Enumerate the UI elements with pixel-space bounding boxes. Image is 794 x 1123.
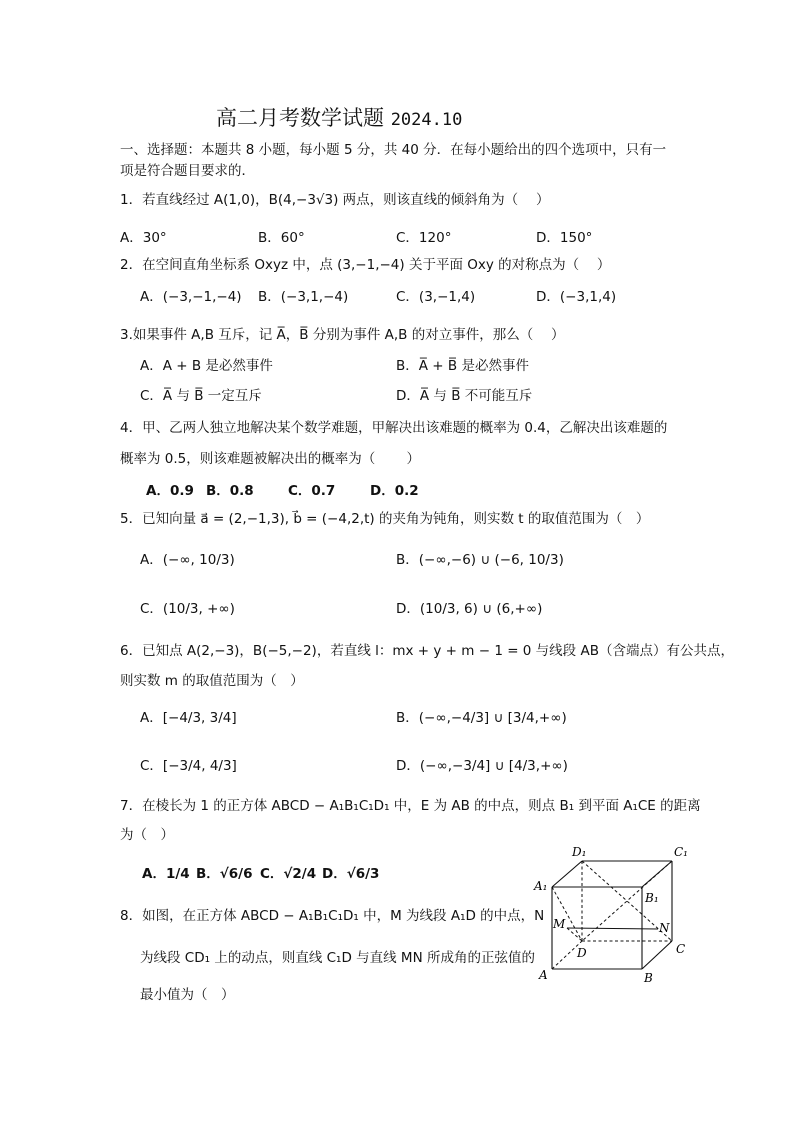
label-d1: D₁ — [572, 845, 587, 859]
cube-figure — [530, 845, 700, 990]
q3-option-a: A．A + B 是必然事件 — [140, 358, 273, 374]
q4-option-a: A．0.9 — [146, 483, 194, 499]
label-c1: C₁ — [674, 845, 688, 859]
section-intro-line2: 项是符合题目要求的． — [120, 163, 255, 179]
q1-stem: 1．若直线经过 A(1,0)，B(4,−3√3) 两点，则该直线的倾斜角为（ ） — [120, 192, 550, 208]
label-c: C — [676, 942, 686, 956]
q3-option-c: C．A̅ 与 B̅ 一定互斥 — [140, 388, 262, 404]
q2-option-a: A．(−3,−1,−4) — [140, 289, 242, 305]
q5-option-a: A．(−∞, 10/3) — [140, 552, 235, 568]
title-main: 高二月考数学试题 — [216, 106, 384, 130]
q3-option-d: D．A̅ 与 B̅ 不可能互斥 — [396, 388, 533, 404]
page-title — [216, 106, 462, 131]
q1-option-c: C．120° — [396, 230, 452, 246]
q6-option-d: D．(−∞,−3/4] ∪ [4/3,+∞) — [396, 758, 568, 774]
label-b1: B₁ — [645, 891, 659, 905]
q6-option-a: A．[−4/3, 3/4] — [140, 710, 237, 726]
q8-line1: 8．如图，在正方体 ABCD − A₁B₁C₁D₁ 中，M 为线段 A₁D 的中点，N — [120, 908, 545, 924]
q6-line1: 6．已知点 A(2,−3)，B(−5,−2)，若直线 l：mx + y + m − 1 = 0 与线段 AB（含端点）有公共点， — [120, 643, 734, 659]
edge-a1-d1 — [552, 861, 582, 887]
q7-option-a: A．1/4 — [142, 866, 190, 882]
label-m: M — [553, 917, 566, 931]
hidden-a1-d — [552, 887, 582, 941]
label-n: N — [659, 921, 670, 935]
q1-option-d: D．150° — [536, 230, 593, 246]
q6-line2: 则实数 m 的取值范围为（ ） — [120, 673, 304, 689]
q1-option-a: A．30° — [120, 230, 167, 246]
q4-line1: 4．甲、乙两人独立地解决某个数学难题，甲解决出该难题的概率为 0.4，乙解决出该难题的 — [120, 420, 668, 436]
q4-option-b: B．0.8 — [206, 483, 254, 499]
q8-line2: 为线段 CD₁ 上的动点，则直线 C₁D 与直线 MN 所成角的正弦值的 — [140, 950, 535, 966]
q2-option-c: C．(3,−1,4) — [396, 289, 476, 305]
q2-option-b: B．(−3,1,−4) — [258, 289, 349, 305]
q7-option-b: B．√6/6 — [196, 866, 253, 882]
q5-option-c: C．(10/3, +∞) — [140, 601, 235, 617]
q4-option-d: D．0.2 — [370, 483, 419, 499]
label-a: A — [539, 968, 548, 982]
q4-line2: 概率为 0.5，则该难题被解决出的概率为（ ） — [120, 451, 421, 467]
title-date: 2024.10 — [390, 110, 463, 130]
q6-option-b: B．(−∞,−4/3] ∪ [3/4,+∞) — [396, 710, 567, 726]
label-b: B — [644, 971, 653, 985]
q3-stem: 3.如果事件 A,B 互斥，记 A̅，B̅ 分别为事件 A,B 的对立事件，那么（ ） — [120, 327, 565, 343]
q7-line2: 为（ ） — [120, 827, 174, 843]
q1-option-b: B．60° — [258, 230, 305, 246]
q2-option-d: D．(−3,1,4) — [536, 289, 617, 305]
hidden-m-d — [567, 928, 582, 941]
q6-option-c: C．[−3/4, 4/3] — [140, 758, 237, 774]
edge-b-c — [642, 941, 672, 969]
label-a1: A₁ — [534, 879, 548, 893]
section-intro-line1: 一、选择题：本题共 8 小题，每小题 5 分，共 40 分．在每小题给出的四个选项中，只有一 — [120, 142, 667, 158]
q3-option-b: B．A̅ + B̅ 是必然事件 — [396, 358, 529, 374]
q8-line3: 最小值为（ ） — [140, 987, 235, 1003]
q7-option-c: C．√2/4 — [260, 866, 317, 882]
q7-option-d: D．√6/3 — [322, 866, 380, 882]
q5-option-b: B．(−∞,−6) ∪ (−6, 10/3) — [396, 552, 564, 568]
q5-stem: 5．已知向量 a⃗ = (2,−1,3), b⃗ = (−4,2,t) 的夹角为钝角，则实数 t 的取值范围为（ ） — [120, 511, 650, 527]
q5-option-d: D．(10/3, 6) ∪ (6,+∞) — [396, 601, 543, 617]
q4-option-c: C．0.7 — [288, 483, 336, 499]
q2-stem: 2．在空间直角坐标系 Oxyz 中，点 (3,−1,−4) 关于平面 Oxy 的对称点为（ ） — [120, 257, 611, 273]
segment-m-n — [567, 928, 658, 929]
label-d: D — [577, 946, 587, 960]
q7-line1: 7．在棱长为 1 的正方体 ABCD − A₁B₁C₁D₁ 中，E 为 AB 的中点，则点 B₁ 到平面 A₁CE 的距离 — [120, 798, 701, 814]
